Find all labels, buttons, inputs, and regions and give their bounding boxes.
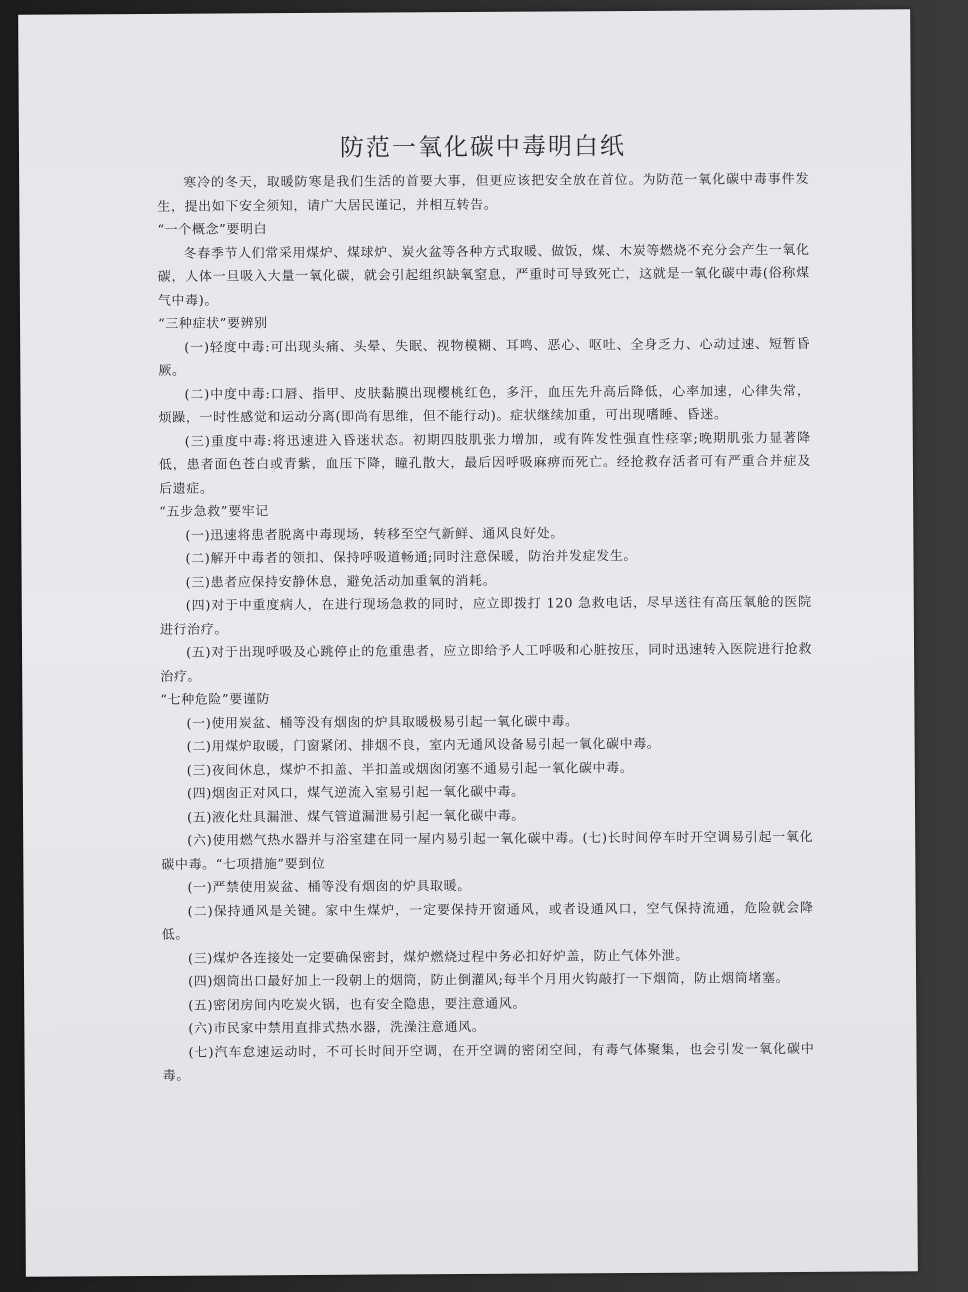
danger-item: (五)液化灶具漏泄、煤气管道漏泄易引起一氧化碳中毒。	[187, 808, 525, 826]
document-title: 防范一氧化碳中毒明白纸	[339, 132, 627, 162]
symptom-item: (三)重度中毒:将迅速进入昏迷状态。初期四肢肌张力增加，或有阵发性强直性痉挛;晚期肌张力显著降低，患者面色苍白或青紫，血压下降，瞳孔散大，最后因呼吸麻痹而死亡。经抢救存活者可有严重合并症及后遗症。	[158, 430, 811, 497]
danger-item: (一)使用炭盆、桶等没有烟囱的炉具取暖极易引起一氧化碳中毒。	[186, 713, 579, 732]
document-body	[157, 128, 815, 1088]
concept-paragraph: 冬春季节人们常采用煤炉、煤球炉、炭火盆等各种方式取暖、做饭，煤、木炭等燃烧不充分会产生一氧化碳，人体一旦吸入大量一氧化碳，就会引起组织缺氧窒息，严重时可导致死亡，这就是一氧化碳中毒(俗称煤气中毒)。	[157, 242, 810, 309]
first-aid-item: (二)解开中毒者的领扣、保持呼吸道畅通;同时注意保暖，防治并发症发生。	[185, 548, 638, 567]
measure-item: (四)烟筒出口最好加上一段朝上的烟筒，防止倒灌风;每半个月用火钩敲打一下烟筒，防止烟筒堵塞。	[188, 971, 790, 990]
first-aid-item: (四)对于中重度病人，在进行现场急救的同时，应立即拨打 120 急救电话，尽早送往有高压氧舱的医院进行治疗。	[159, 594, 812, 638]
danger-item: (二)用煤炉取暖，门窗紧闭、排烟不良，室内无通风设备易引起一氧化碳中毒。	[186, 736, 661, 755]
measure-item: (三)煤炉各连接处一定要确保密封，煤炉燃烧过程中务必扣好炉盖，防止气体外泄。	[187, 948, 689, 967]
danger-item: (四)烟囱正对风口，煤气逆流入室易引起一氧化碳中毒。	[186, 784, 525, 802]
section-heading-concept: “一个概念”要明白	[157, 222, 268, 238]
symptom-item: (一)轻度中毒:可出现头痛、头晕、失眠、视物模糊、耳鸣、恶心、呕吐、全身乏力、心动过速、短暂昏厥。	[158, 336, 811, 379]
measure-item: (七)汽车怠速运动时，不可长时间开空调，在开空调的密闭空间，有毒气体聚集，也会引发一氧化碳中毒。	[162, 1041, 815, 1084]
section-heading-first-aid: “五步急救”要牢记	[159, 504, 269, 520]
danger-item: (六)使用燃气热水器并与浴室建在同一屋内易引起一氧化碳中毒。(七)长时间停车时开空调易引起一氧化碳中毒。“七项措施”要到位	[161, 829, 814, 873]
first-aid-item: (三)患者应保持安静休息，避免活动加重氧的消耗。	[185, 573, 497, 591]
danger-item: (三)夜间休息，煤炉不扣盖、半扣盖或烟囱闭塞不通易引起一氧化碳中毒。	[186, 760, 634, 779]
symptom-item: (二)中度中毒:口唇、指甲、皮肤黏膜出现樱桃红色，多汗，血压先升高后降低，心率加速，心律失常，烦躁，一时性感觉和运动分离(即尚有思维，但不能行动)。症状继续加重，可出现嗜睡、昏迷。	[158, 383, 811, 426]
measure-item: (五)密闭房间内吃炭火锅，也有安全隐患，要注意通风。	[188, 996, 526, 1014]
first-aid-item: (一)迅速将患者脱离中毒现场，转移至空气新鲜、通风良好处。	[185, 525, 564, 544]
intro-paragraph: 寒冷的冬天，取暖防寒是我们生活的首要大事，但更应该把安全放在首位。为防范一氧化碳中毒事件发生，提出如下安全须知，请广大居民谨记，并相互转告。	[157, 171, 810, 215]
measure-item: (六)市民家中禁用直排式热水器，洗澡注意通风。	[188, 1019, 486, 1037]
first-aid-item: (五)对于出现呼吸及心跳停止的危重患者，应立即给予人工呼吸和心脏按压，同时迅速转入医院进行抢救治疗。	[160, 641, 813, 685]
measure-item: (二)保持通风是关键。家中生煤炉，一定要保持开窗通风，或者设通风口，空气保持流通，危险就会降低。	[161, 900, 814, 943]
paper-sheet	[18, 9, 918, 1276]
measure-item: (一)严禁使用炭盆、桶等没有烟囱的炉具取暖。	[187, 878, 471, 896]
section-heading-dangers: “七种危险”要谨防	[160, 692, 271, 708]
section-heading-symptoms: “三种症状”要辨别	[158, 316, 268, 332]
